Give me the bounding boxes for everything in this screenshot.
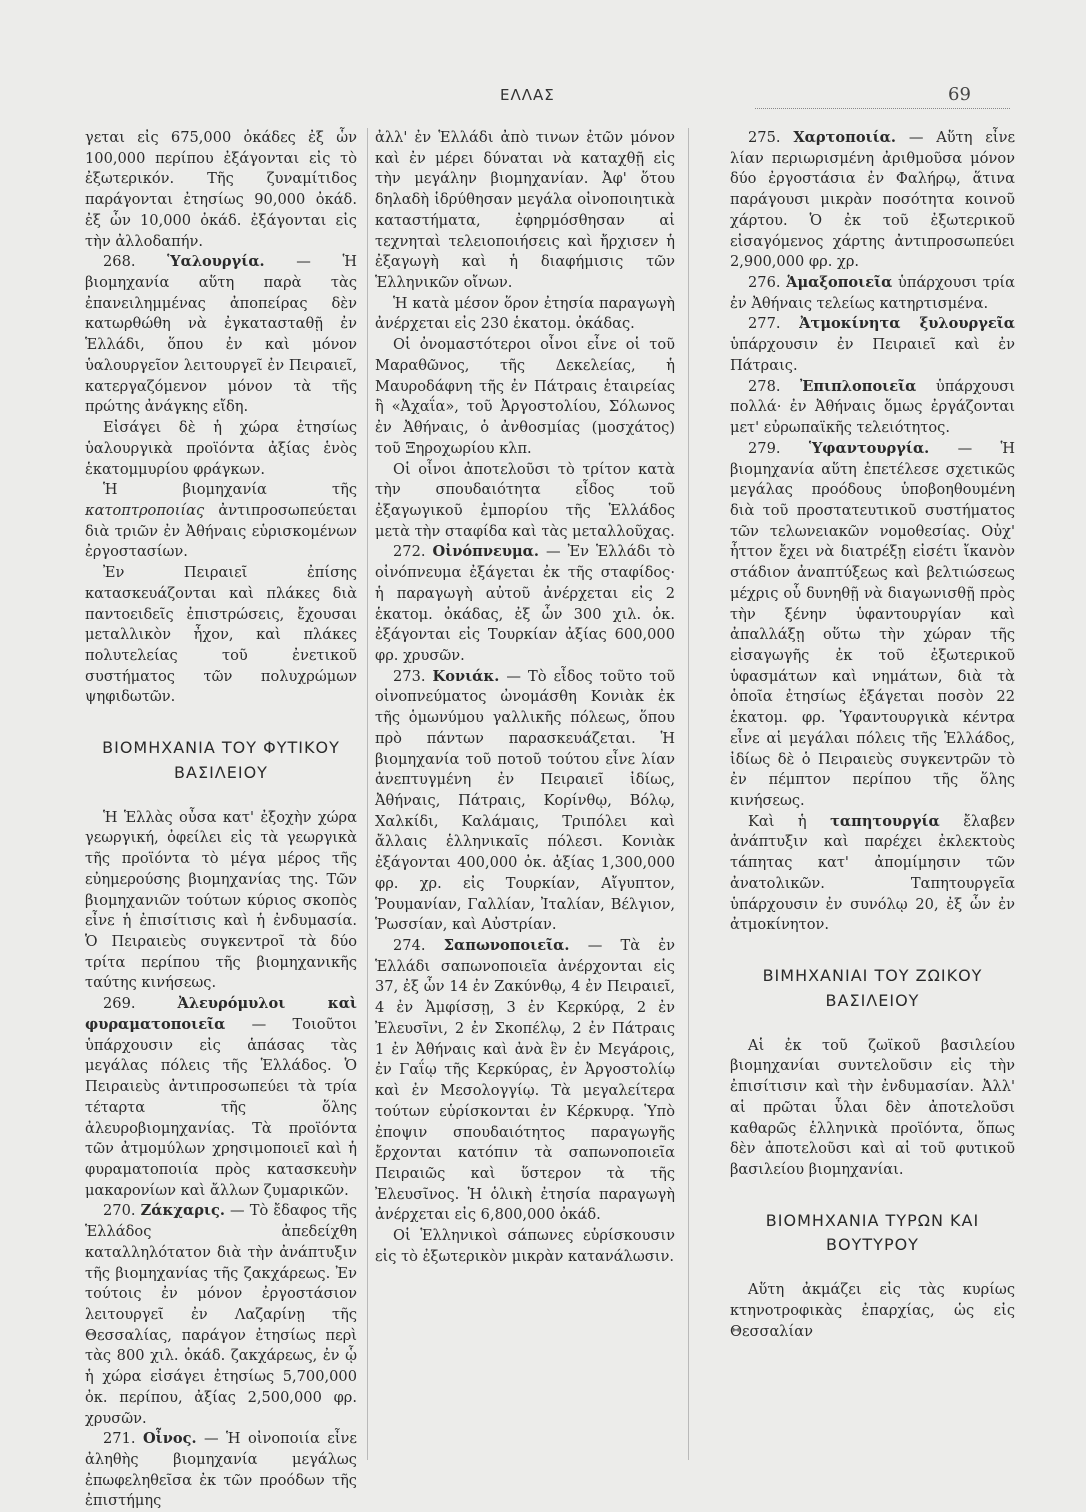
section-heading: ΒΙΜΗΧΑΝΙΑΙ ΤΟΥ ΖΩΙΚΟΥ ΒΑΣΙΛΕΙΟΥ [762,966,983,1010]
section-275 [730,128,1015,273]
header-rule [755,108,1010,109]
section-term: Ἀλευρόμυλοι καὶ φυραματοποιεῖα [85,995,357,1033]
section-number: 273. [393,667,426,685]
section-268 [85,252,357,418]
paragraph: Ἐν Πειραιεῖ ἐπίσης κατασκευάζονται καὶ πλάκες διὰ παντοειδεῖς ἐπιστρώσεις, ἔχουσαι μεταλλικὸν ἦχον, καὶ πλάκες πολυτελείας τοῦ ἐνετικοῦ συστήματος τῶν πολυχρώμων ψηφιδωτῶν. [85,564,357,706]
section-number: 278. [748,377,781,395]
section-270 [85,1201,357,1429]
emphasis-term: κατοπτροποιίας [85,501,205,519]
paragraph: Αἱ ἐκ τοῦ ζωϊκοῦ βασιλείου βιομηχανίαι συντελοῦσιν εἰς τὴν ἐπισίτισιν καὶ τὴν ἐνδυμασίαν. Ἀλλ' αἱ πρῶται ὗλαι δὲν ἀποτελοῦσι καθαρῶς ἑλληνικὰ προϊόντα, ὅπως δὲν ἀποτελοῦσι καὶ αἱ τοῦ φυτικοῦ βασιλείου βιομηχανίαι. [730,1036,1015,1178]
paragraph: Οἱ ὀνομαστότεροι οἶνοι εἶνε οἱ τοῦ Μαραθῶνος, τῆς Δεκελείας, ἡ Μαυροδάφνη τῆς ἐν Πάτραις ἑταιρείας ἢ «Ἀχαΐα», τοῦ Ἀργοστολίου, Σόλωνος ἐν Ἀθήναις, ὁ ἀνθοσμίας (μοσχάτος) τοῦ Ξηροχωρίου κλπ. [375,336,675,457]
section-number: 277. [748,315,781,333]
paragraph: Αὕτη ἀκμάζει εἰς τὰς κυρίως κτηνοτροφικὰς ἐπαρχίας, ὡς εἰς Θεσσαλίαν [730,1281,1015,1340]
section-term: Ἁμαξοποιεῖα [786,274,893,292]
section-text: — Ἐν Ἑλλάδι τὸ οἰνόπνευμα ἐξάγεται ἐκ τῆς σταφίδος· ἡ παραγωγὴ αὐτοῦ ἀνέρχεται εἰς 2 ἑκατομ. ὀκάδας, ἐξ ὧν 300 χιλ. ὀκ. ἐξάγονται εἰς Τουρκίαν ἀξίας 600,000 φρ. χρυσῶν. [375,543,675,664]
paragraph: Ἡ κατὰ μέσον ὅρον ἐτησία παραγωγὴ ἀνέρχεται εἰς 230 ἑκατομ. ὀκάδας. [375,294,675,333]
section-term: Οἶνος. [142,1430,197,1448]
section-number: 275. [748,129,781,146]
section-heading: ΒΙΟΜΗΧΑΝΙΑ ΤΟΥ ΦΥΤΙΚΟΥ ΒΑΣΙΛΕΙΟΥ [102,738,340,782]
paragraph: Οἱ Ἑλληνικοὶ σάπωνες εὑρίσκουσιν εἰς τὸ ἐξωτερικὸν μικρὰν κατανάλωσιν. [375,1227,675,1265]
section-number: 268. [103,253,136,271]
section-number: 276. [748,274,781,292]
section-text: — Τοιοῦτοι ὑπάρχουσιν εἰς ἁπάσας τὰς μεγάλας πόλεις τῆς Ἑλλάδος. Ὁ Πειραιεὺς ἀντιπροσωπεύει τὰ τρία τέταρτα τῆς ὅλης ἀλευροβιομηχανίας. Τὰ προϊόντα τῶν ἀτμομύλων χρησιμοποιεῖ καὶ ἡ φυραματοποιία πρὸς κατασκευὴν μακαρονίων καὶ ἄλλων ζυμαρικῶν. [85,1015,358,1199]
section-276 [730,273,1015,314]
paragraph: Ἡ Ἑλλὰς οὖσα κατ' ἐξοχὴν χώρα γεωργική, ὀφείλει εἰς τὰ γεωργικὰ τῆς προϊόντα τὸ μέγα μέρος τῆς εὐημερούσης βιομηχανίας της. Τῶν βιομηχανιῶν τούτων κύριος σκοπὸς εἶνε ἡ ἐπισίτισις καὶ ἡ ἐνδυμασία. Ὁ Πειραιεὺς συγκεντροῖ τὰ δύο τρίτα περίπου τῆς βιομηχανικῆς ταύτης κινήσεως. [85,808,357,992]
section-text: ὑπάρχουσι πολλά· ἐν Ἀθήναις ὅμως ἐργάζονται μετ' εὐρωπαϊκῆς τελειότητος. [730,377,1015,437]
section-text: — Ἡ οἰνοποιία εἶνε ἀληθὴς βιομηχανία μεγάλως ἐπωφεληθεῖσα ἐκ τῶν προόδων τῆς ἐπιστήμης [85,1430,357,1510]
text: Καὶ ἡ [748,812,807,830]
paragraph: γεται εἰς 675,000 ὀκάδες ἐξ ὧν 100,000 περίπου ἐξάγονται εἰς τὸ ἐξωτερικόν. Τῆς ζυναμίτιδος παράγονται ἐτησίως 90,000 ὀκάδ. ἐξ ὧν 10,000 ὀκάδ. ἐξάγονται εἰς τὴν ἀλλοδαπήν. [85,129,357,250]
section-text: — Ἡ βιομηχανία αὕτη παρὰ τὰς ἐπανειλημμένας ἀποπείρας δὲν κατωρθώθη νὰ ἐγκατασταθῇ ἐν Ἑλλάδι, ὅπου ἐν καὶ μόνον ὑαλουργεῖον λειτουργεῖ ἐν Πειραιεῖ, κατεργαζόμενον μόνον τὰ τῆς πρώτης ἀνάγκης εἴδη. [85,253,357,416]
section-277 [730,314,1015,376]
section-term: Οἰνόπνευμα. [432,543,539,561]
section-number: 274. [393,937,426,955]
section-number: 269. [103,995,136,1013]
section-274 [375,936,675,1226]
paragraph: ἀλλ' ἐν Ἑλλάδι ἀπὸ τινων ἐτῶν μόνον καὶ ἐν μέρει δύναται νὰ καταχθῇ εἰς τὴν μεγάλην βιομηχανίαν. Ἀφ' ὅτου δηλαδὴ ἱδρύθησαν μεγάλα οἰνοποιητικὰ καταστήματα, ἐφηρμόσθησαν αἱ τεχνηταὶ τελειοποιήσεις καὶ ἤρχισεν ἡ ἐξαγωγὴ καὶ ἡ διαφήμισις τῶν Ἑλληνικῶν οἴνων. [375,129,675,292]
section-term: Χαρτοποιία. [793,129,896,146]
section-term: Ζάκχαρις. [140,1202,225,1220]
section-term: Σαπωνοποιεῖα. [443,937,570,955]
section-273 [375,667,675,936]
paragraph: Εἰσάγει δὲ ἡ χώρα ἐτησίως ὑαλουργικὰ προϊόντα ἀξίας ἑνὸς ἑκατομμυρίου φράγκων. [85,419,357,478]
section-279 [730,439,1015,812]
page-header [0,80,1086,110]
section-271 [85,1429,357,1512]
section-text: — Τὰ ἐν Ἑλλάδι σαπωνοποιεῖα ἀνέρχονται εἰς 37, ἐξ ὧν 14 ἐν Ζακύνθῳ, 4 ἐν Πειραιεῖ, 4 ἐν Ἀμφίσσῃ, 3 ἐν Κερκύρᾳ, 2 ἐν Ἐλευσῖνι, 2 ἐν Σκοπέλῳ, 2 ἐν Πάτραις 1 ἐν Ἀθήναις καὶ ἀνὰ ἓν ἐν Μεγάροις, ἐν Γαΐῳ τῆς Κερκύρας, ἐν Ἀργοστολίῳ καὶ ἐν Μεσολογγίῳ. Τὰ μεγαλείτερα τούτων εὑρίσκονται ἐν Κέρκυρᾳ. Ὑπὸ ἐποψιν σπουδαιότητος παραγωγῆς ἔρχονται κατόπιν τὰ σαπωνοποιεῖα Πειραιῶς καὶ ὕστερον τὰ τῆς Ἐλευσῖνος. Ἡ ὁλικὴ ἐτησία παραγωγὴ ἀνέρχεται εἰς 6,800,000 ὀκάδ. [375,937,676,1224]
section-number: 270. [103,1202,136,1220]
section-text: ὑπάρχουσιν ἐν Πειραιεῖ καὶ ἐν Πάτραις. [730,336,1015,374]
column-middle [375,128,675,1460]
column-divider [688,128,689,1460]
section-text: — Ἡ βιομηχανία αὕτη ἐπετέλεσε σχετικῶς μεγάλας προόδους ὑποβοηθουμένη διὰ τοῦ προστατευτικοῦ συστήματος τῶν τελωνειακῶν νομοθεσίας. Οὐχ' ἧττον ἔχει νὰ διατρέξῃ εἰσέτι ἴκανὸν στάδιον ἀναπτύξεως καὶ βελτιώσεως μέχρις οὗ δυνηθῇ νὰ διαγωνισθῇ πρὸς τὴν ξένην ὑφαντουργίαν καὶ ἀπαλλάξῃ οὕτω τὴν χώραν τῆς εἰσαγωγῆς ἐκ τοῦ ἐξωτερικοῦ ὑφασμάτων καὶ νημάτων, διὰ τὰ ὁποῖα ἐτησίως ἐξάγεται ποσὸν 22 ἑκατομ. φρ. Ὑφαντουργικὰ κέντρα εἶνε αἱ μεγάλαι πόλεις τῆς Ἑλλάδος, ἰδίως δὲ ὁ Πειραιεὺς συγκεντρῶν τὸ ἐν πέμπτον περίπου τῆς ὅλης κινήσεως. [730,439,1016,809]
page-number: 69 [948,84,971,105]
section-heading: ΒΙΟΜΗΧΑΝΙΑ ΤΥΡΩΝ ΚΑΙ ΒΟΥΤΥΡΟΥ [765,1210,980,1255]
section-272 [375,542,675,666]
section-term: Ὑαλουργία. [167,253,265,271]
section-text: — Αὕτη εἶνε λίαν περιωρισμένη ἀριθμοῦσα μόνον δύο ἐργοστάσια ἐν Φαλήρῳ, ἅτινα παράγουσι μικρὰν ποσότητα κοινοῦ χάρτου. Ὁ ἐκ τοῦ ἐξωτερικοῦ εἰσαγόμενος χάρτης ἀντιπροσωπεύει 2,900,000 φρ. χρ. [730,129,1016,271]
section-269 [85,994,357,1201]
column-left [85,128,358,1510]
section-term: Ἐπιπλοποιεῖα [799,377,917,395]
section-term: ταπητουργία [830,812,940,830]
section-number: 279. [748,439,781,457]
section-term: Ὑφαντουργία. [808,439,930,457]
section-term: Κονιάκ. [432,667,500,685]
text: Ἡ βιομηχανία τῆς [103,481,357,499]
column-divider [367,128,368,1460]
section-text: — Τὸ ἔδαφος τῆς Ἑλλάδος ἀπεδείχθη καταλληλότατον διὰ τὴν ἀνάπτυξιν τῆς βιομηχανίας τῆς ζακχάρεως. Ἐν τούτοις ἐν μόνον ἐργοστάσιον λειτουργεῖ ἐν Λαζαρίνῃ τῆς Θεσσαλίας, παράγον ἐτησίως περὶ τὰς 800 χιλ. ὀκάδ. ζακχάρεως, ἐν ᾧ ἡ χώρα εἰσάγει ἐτησίως 5,700,000 ὀκ. περίπου, ἀξίας 2,500,000 φρ. χρυσῶν. [85,1202,358,1427]
section-number: 272. [393,543,426,561]
text: ἀντιπροσωπεύεται διὰ τριῶν ἐν Ἀθήναις εὑρισκομένων ἐργοστασίων. [85,501,357,561]
running-title: ΕΛΛΑΣ [500,86,555,104]
paragraph-carpets [730,812,1015,936]
section-text: ὑπάρχουσι τρία ἐν Ἀθήναις τελείως κατηρτισμένα. [730,274,1015,312]
section-text: — Τὸ εἶδος τοῦτο τοῦ οἰνοπνεύματος ὠνομάσθη Κονιὰκ ἐκ τῆς ὁμωνύμου γαλλικῆς πόλεως, ὅπου πρὸ πάντων παρασκευάζεται. Ἡ βιομηχανία τοῦ ποτοῦ τούτου εἶνε λίαν ἀνεπτυγμένη ἐν Πειραιεῖ ἰδίως, Ἀθήναις, Πάτραις, Κορίνθῳ, Βόλῳ, Χαλκίδι, Καλάμαις, Τριπόλει καὶ ἄλλαις ἑλληνικαῖς πόλεσι. Κονιὰκ ἐξάγονται 400,000 ὀκ. ἀξίας 1,300,000 φρ. χρ. εἰς Τουρκίαν, Αἴγυπτον, Ῥουμανίαν, Γαλλίαν, Ἰταλίαν, Βέλγιον, Ῥωσσίαν, καὶ Αὐστρίαν. [375,667,675,934]
section-term: Ἀτμοκίνητα ξυλουργεῖα [799,315,1015,333]
text: ἔλαβεν ἀνάπτυξιν καὶ παρέχει ἐκλεκτοὺς τάπητας κατ' ἀπομίμησιν τῶν ἀνατολικῶν. Ταπητουργεῖα ὑπάρχουσιν ἐν συνόλῳ 20, ἐξ ὧν ἐν ἀτμοκίνητον. [730,812,1015,934]
paragraph-mirrors [85,480,357,563]
section-278 [730,377,1015,439]
column-right [730,128,1015,1460]
section-number: 271. [103,1430,136,1448]
paragraph: Οἱ οἶνοι ἀποτελοῦσι τὸ τρίτον κατὰ τὴν σπουδαιότητα εἶδος τοῦ ἐξαγωγικοῦ ἐμπορίου τῆς Ἑλλάδος μετὰ τὴν σταφίδα καὶ τὰς μεταλλοῦχας. [375,460,675,540]
